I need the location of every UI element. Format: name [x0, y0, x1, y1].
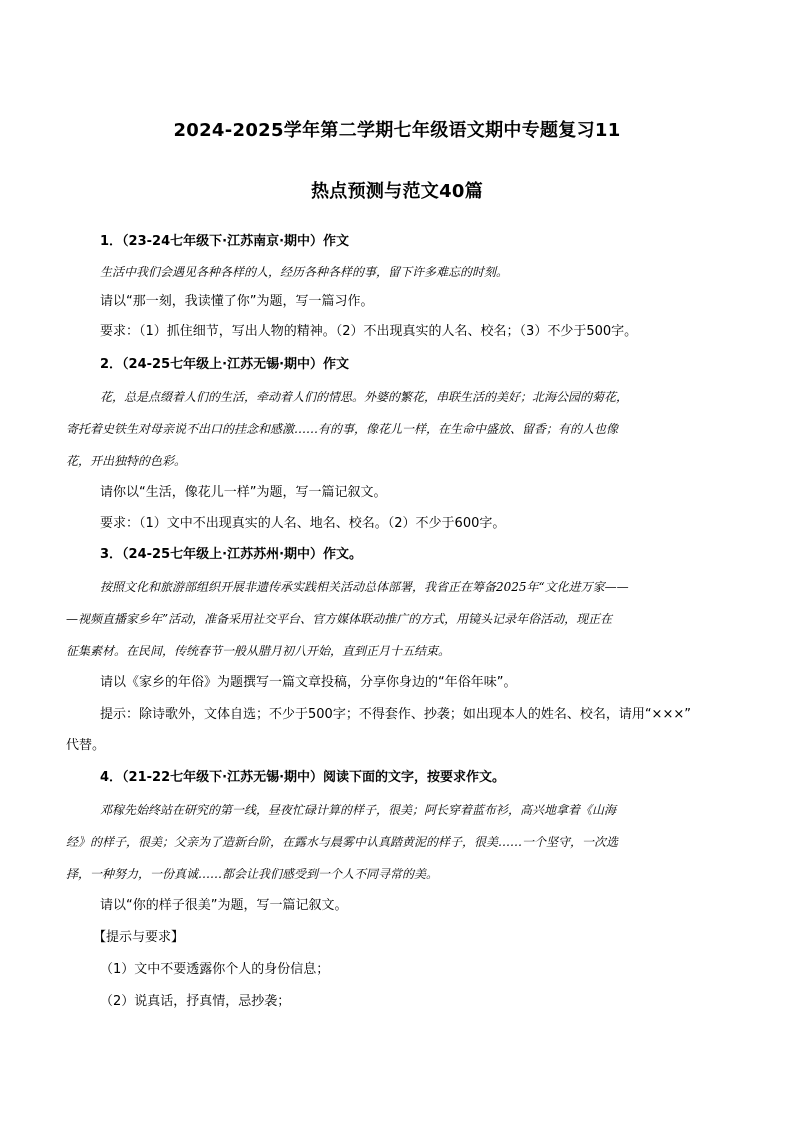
question-4-material-line-3: 择，一种努力，一份真诚……都会让我们感受到一个人不同寻常的美。 [66, 867, 439, 881]
question-3-material-line-3: 征集素材。在民间，传统春节一般从腊月初八开始，直到正月十五结束。 [66, 644, 451, 658]
question-number: 2． [100, 357, 123, 372]
question-4-material-line-2: 经》的样子，很美；父亲为了造新台阶，在露水与晨雾中认真踏黄泥的样子，很美……一个坚守，一次选 [66, 835, 619, 849]
question-2-prompt: 请你以“生活，像花儿一样”为题，写一篇记叙文。 [100, 485, 387, 500]
question-source: （21-22七年级下·江苏无锡·期中）阅读下面的文字，按要求作文。 [122, 770, 506, 785]
question-1-heading [100, 232, 349, 252]
question-2-heading [100, 355, 349, 375]
document-title: 2024-2025学年第二学期七年级语文期中专题复习11 [173, 120, 621, 141]
question-number: 4． [100, 770, 123, 785]
question-2-material-line-2: 寄托着史铁生对母亲说不出口的挂念和感激……有的事，像花儿一样，在生命中盛放、留香；有的人也像 [66, 422, 619, 436]
question-1-material: 生活中我们会遇见各种各样的人，经历各种各样的事，留下许多难忘的时刻。 [100, 265, 509, 279]
question-4-tip-1: （1）文中不要透露你个人的身份信息； [100, 962, 330, 977]
question-2-requirements: 要求：（1）文中不出现真实的人名、地名、校名。（2）不少于600字。 [100, 516, 506, 531]
question-4-material-line-1: 邓稼先始终站在研究的第一线，昼夜忙碌计算的样子，很美；阿长穿着蓝布衫，高兴地拿着《山海 [100, 803, 617, 817]
question-4-tips-heading: 【提示与要求】 [93, 930, 185, 945]
question-source: （24-25七年级上·江苏苏州·期中）作文。 [122, 547, 363, 562]
question-3-material-line-2: —视频直播家乡年”活动，准备采用社交平台、官方媒体联动推广的方式，用镜头记录年俗活动，现正在 [66, 612, 613, 626]
question-4-prompt: 请以“你的样子很美”为题，写一篇记叙文。 [100, 898, 348, 913]
question-3-material-line-1: 按照文化和旅游部组织开展非遗传承实践相关活动总体部署，我省正在筹备2025年“文化进万家—— [100, 580, 629, 594]
question-1-prompt: 请以“那一刻，我读懂了你”为题，写一篇习作。 [100, 294, 374, 309]
question-number: 1． [100, 234, 123, 249]
question-3-prompt: 请以《家乡的年俗》为题撰写一篇文章投稿，分享你身边的“年俗年味”。 [100, 675, 517, 690]
question-2-material-line-1: 花，总是点缀着人们的生活，牵动着人们的情思。外婆的繁花，串联生活的美好；北海公园的菊花， [100, 390, 629, 404]
question-4-heading [100, 768, 505, 788]
document-subtitle: 热点预测与范文40篇 [310, 181, 484, 202]
question-3-tip-line-1: 提示：除诗歌外，文体自选；不少于500字；不得套作、抄袭；如出现本人的姓名、校名，请用“×××” [100, 707, 691, 722]
question-3-heading [100, 545, 362, 565]
question-source: （24-25七年级上·江苏无锡·期中）作文 [122, 357, 350, 372]
question-source: （23-24七年级下·江苏南京·期中）作文 [122, 234, 350, 249]
question-3-tip-line-2: 代替。 [66, 738, 106, 753]
question-number: 3． [100, 547, 123, 562]
question-1-requirements: 要求：（1）抓住细节，写出人物的精神。（2）不出现真实的人名、校名；（3）不少于500字。 [100, 324, 638, 339]
question-4-tip-2: （2）说真话，抒真情，忌抄袭； [100, 994, 291, 1009]
question-2-material-line-3: 花，开出独特的色彩。 [66, 454, 187, 468]
